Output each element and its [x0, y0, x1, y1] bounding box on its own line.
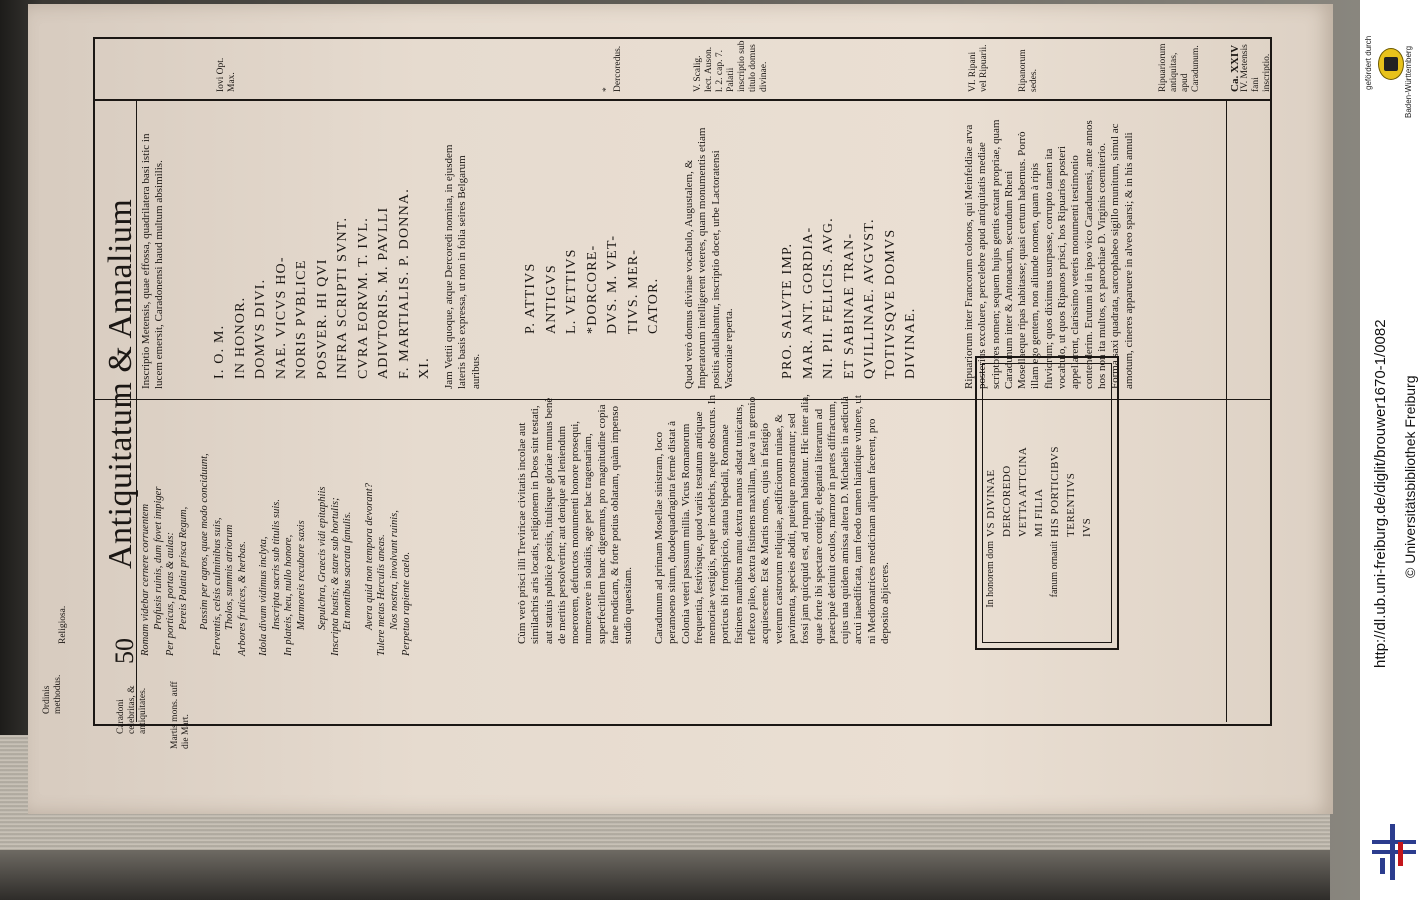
tablet-row-prefix — [1015, 537, 1031, 636]
verse-line: Per porticus, portas & aulas: — [165, 532, 176, 656]
tablet-row-text: IVS — [1081, 517, 1093, 537]
tablet-row-text: TERENTIVS — [1065, 472, 1077, 537]
column-1-prose-1: Cùm verò prisci illi Treviricae civitatis incolae aut similachris aris locatis, religionem in Deos sint testati, aut statuis publicè positis, titulisque gloriae munus benè de meritis persolverint; aut denique ad leniendum moerorem, defunctos monumenti honore prosequi, numeravere in solatiis, age per hac tragenariam, superfecitllem hanc digeramus, pro magnitudine copia fane modicam, & forte potius oblatam, quàm impenso studio quaesitam. — [516, 397, 635, 644]
inscription-line: TIVS. MER- — [625, 248, 641, 334]
running-title: Antiquitatum & Annalium — [102, 198, 139, 569]
verse-line: In plateis, heu, nullo honore, — [283, 534, 294, 656]
tablet-row-prefix — [999, 537, 1015, 636]
margin-note-religiosa: Religiosa. — [58, 605, 68, 644]
inscription-line: I. O. M. — [212, 324, 227, 379]
verse-line: Ferventis, celsis culminibus suis, — [211, 517, 223, 656]
verse-line: Tholos, summis atriorum — [224, 524, 235, 630]
verse-line: Idola divum vidimus inclyta, — [258, 536, 269, 656]
funder-label: gefördert durch — [1364, 35, 1373, 90]
margin-note-ripuariorum: Ripuariorum antiquitas, apud Caradunum. — [1158, 43, 1201, 92]
inscription-line: *DORCORE- — [584, 244, 600, 334]
margin-note-martis: Martis mons. auff die Mart. — [170, 681, 191, 749]
verse-line: Sepulchra, Graecis vidi epitaphiis — [317, 486, 328, 630]
verse-line: Avera quid non tempora devorant? — [363, 483, 375, 630]
inscription-line: NORIS PVBLICE — [294, 259, 309, 379]
inscription-line: CVRA EORVM. T. IVL. — [355, 217, 371, 379]
verse-line — [308, 406, 317, 656]
verse-line — [249, 406, 258, 656]
verse-line: Passim per agros, quae modo conciduunt, — [199, 453, 210, 630]
tablet-text — [983, 371, 1095, 636]
tablet-row-prefix — [1031, 537, 1047, 636]
tablet-row — [1047, 371, 1063, 636]
page-number: 50 — [110, 638, 139, 664]
chapter-label: Ca. XXIV — [1229, 44, 1241, 92]
margin-rule-right — [1226, 99, 1227, 722]
inscription-lines-3 — [778, 217, 922, 379]
tablet-row — [1079, 371, 1095, 636]
tablet-row — [1015, 371, 1031, 636]
book-page — [28, 4, 1333, 814]
verse-line: Inscripta bustis; & stare sub hortulis; — [329, 497, 341, 656]
tablet-row-text: VS DIVINAE — [985, 469, 997, 537]
tablet-rows — [983, 371, 1095, 636]
verse-line: Tulere metas Herculis aneas. — [376, 534, 387, 656]
inscription-line: ANTIGVS — [543, 264, 559, 334]
verse-line: Romam videbar cernere corruentem — [140, 503, 151, 656]
copyright-notice: © Universitätsbibliothek Freiburg — [1402, 375, 1418, 578]
column-1-prose-2: Caradunum ad primam Mosellae sinistram, loco peramoeno situm, duodequadraginta fermè distat à Colonia veteri passuum millia. Vicus Romanorum frequentia, festivisque, quod variis testatum antiquae memoriae vestigiis, neque incelebris, neque obscurus. In porticus ibi frontispicio, statua bipedali, Romanae fistinens manibus manu dextra manus adstat tunicatus, reflexo pileo, dextra fistinens maxillam, laeva in gremio acquiescente. Est & Martis mons, cujus in fastigio veterum castrorum reliquiae, aedificiorum ruinae, & pavimenta, species abditi, puteique monstrantur; sed fossi jam quicquid est, ad rupam habitatur. Hic inter alia, quae forte ibi spectare contigit, elegantia literarum ad praecipuè detinuit oculos, marmor in partes diffractum, cujus una quidem amissa altera D. Michaelis in aediculà arcui inaedificata, tam foedo tamen hiantique vulnere, ut ni Mediomatrices medicinam aliquam facerent, pro deposito abjiceres. — [653, 394, 892, 644]
margin-note-iv: IV. Metensis fani inscriptio. — [1240, 44, 1272, 92]
inscription-line: DIVINAE. — [903, 307, 918, 379]
margin-note-v: V. Scalig. lect. Auson. l. 2. cap. 7. Palatii inscriptio sub titulo domus divinae. — [693, 40, 769, 92]
inscription-line: QVILLINAE. AVGVST. — [862, 218, 877, 379]
inscription-line: F. MARTIALIS. P. DONNA. — [396, 188, 412, 379]
inscription-line: DVS. M. VET- — [605, 234, 620, 334]
tablet-row-prefix — [1079, 537, 1095, 636]
tablet-row — [983, 371, 999, 636]
margin-note-vi: VI. Ripani vel Ripuarii. — [968, 44, 989, 92]
inscription-line: XI. — [417, 357, 432, 379]
verse-line — [355, 406, 364, 656]
tablet-row-text: VETTA ATTCINA — [1017, 446, 1029, 537]
tablet-row — [1031, 371, 1047, 636]
baden-wuerttemberg-seal-icon — [1378, 48, 1404, 80]
inscription-line: MAR. ANT. GORDIA- — [800, 226, 816, 379]
university-library-logo-icon — [1370, 822, 1418, 882]
tablet-row-text: MI FILIA — [1033, 488, 1045, 537]
verse-line — [190, 406, 199, 656]
inscription-lines-2 — [521, 235, 665, 334]
inscription-line: TOTIVSQVE DOMVS — [882, 228, 898, 379]
permalink-url[interactable]: http://dl.ub.uni-freiburg.de/diglit/brouwer1670-1/0082 — [1372, 319, 1389, 668]
vettius-inscription — [521, 235, 665, 334]
tablet-row — [1063, 371, 1079, 636]
verse-line: Pereis Palatia prisca Regum, — [177, 506, 189, 630]
inscription-line: NI. PII. FELICIS. AVG. — [821, 217, 836, 379]
gordian-inscription — [778, 217, 922, 379]
tablet-row-prefix: fanum ornauit — [1049, 541, 1060, 598]
inscription-line: POSVER. HI QVI — [314, 258, 330, 379]
tablet-row-prefix — [1063, 537, 1079, 636]
inscription-line: CATOR. — [646, 277, 661, 334]
column-2-para-3: Ripuariorum inter Francorum colonos, qui Meinfeldiae arva posterius excoluere, percelebre apud antiquitatis mediae scriptores nomen; sequem hujus gentis extant propriae, quam Caradunum inter & Antonacum, secundum Rheni Mosellaeque ripas habitasse; quasi certum habemus. Porrò illam ego gentem, non aliunde nomen, quam à ripis fluviorum; quos diximus usurpasse, corrupto tamen ita vocabulo, ut quos Ripanos prisci, hos Ripuarios posteri appellarent, clarissimo veteris monumenti testimonio contenderim. Erutum id in ipso vico Caradunensi, ante annos hos non ita multos, ex parochiae D. Virginis coemiterio. Forma saxi quadrata, sarcophabeo sigillo munitum, simul ac amotum, cineres apparuere in alveo sparsi; & in his annuli — [963, 119, 1135, 389]
inscription-line: P. ATTIVS — [523, 262, 538, 334]
verse-line: Inscripta sacris sub titulis suis. — [270, 499, 282, 630]
latin-poem — [140, 406, 414, 656]
book-bottom-shadow — [0, 850, 1330, 900]
funder-state: Baden-Württemberg — [1404, 45, 1413, 118]
inscription-line: ET SABINAE TRAN- — [841, 232, 857, 379]
inscription-line: DOMVS DIVI. — [253, 278, 268, 379]
verse-line: Arbores frutices, & herbas. — [236, 541, 248, 656]
metz-inscription — [210, 188, 436, 379]
inscription-lines-1 — [210, 188, 436, 379]
inscription-line: IN HONOR. — [232, 296, 248, 379]
tablet-row — [999, 371, 1015, 636]
column-2-intro: Inscriptio Metensis, quae effossa, quadrilatera basi istic in lucem emersit, Caradonensi haud multum absimilis. — [140, 133, 166, 389]
inscription-line: PRO. SALVTE IMP. — [780, 242, 795, 379]
inscription-line: INFRA SCRIPTI SVNT. — [335, 216, 350, 379]
verse-line: Marmoreis recubare saxis — [295, 520, 307, 630]
margin-note-dercoredus: * Dercoredus. — [602, 45, 623, 92]
column-2-mid: Jam Vettii quoque, atque Dercoredi nomina, in ejusdem lateris basis expressa, ut non in folia seires Belgarum auribus. — [443, 144, 482, 389]
inscription-line: ADIVTORIS. M. PAVLLI — [376, 206, 391, 379]
verse-line: Nos nostra, involvunt ruinis, — [388, 510, 400, 630]
margin-note-ripanorum: Ripanorum sedes. — [1018, 49, 1039, 92]
tablet-row-text: HIS PORTICIBVS — [1049, 446, 1061, 537]
inscription-line: L. VETTIVS — [564, 248, 579, 334]
margin-note-iovi: Iovi Opt. Max. — [216, 57, 237, 92]
verse-line: Profusis ruinis, dum fovet impiger — [152, 486, 164, 630]
inscription-line: NAE. VICVS HO- — [273, 256, 289, 379]
margin-note-ordinis: Ordinis methodus. — [42, 674, 63, 714]
verse-line: Et montibus sacrata fanulis. — [342, 511, 353, 630]
column-1-verse — [140, 406, 414, 656]
tablet-row-text: DERCOREDO — [1001, 465, 1013, 537]
header-rule — [93, 99, 1270, 101]
margin-note-caradoni: Caradoni celebritas, & antiquitates. — [116, 685, 148, 734]
verse-line: Perpetuo rapiente caelo. — [401, 551, 412, 656]
column-2-para-2: Quod verò domus divinae vocabulo, Augustalem, & Imperatorum intelligerent veteres, quam monumentis etiam positis adulabantur, inscriptio docet, urbe Lactoratensi Vasconiae reperta. — [683, 127, 735, 389]
tablet-row-prefix: In honorem dom — [985, 541, 996, 608]
